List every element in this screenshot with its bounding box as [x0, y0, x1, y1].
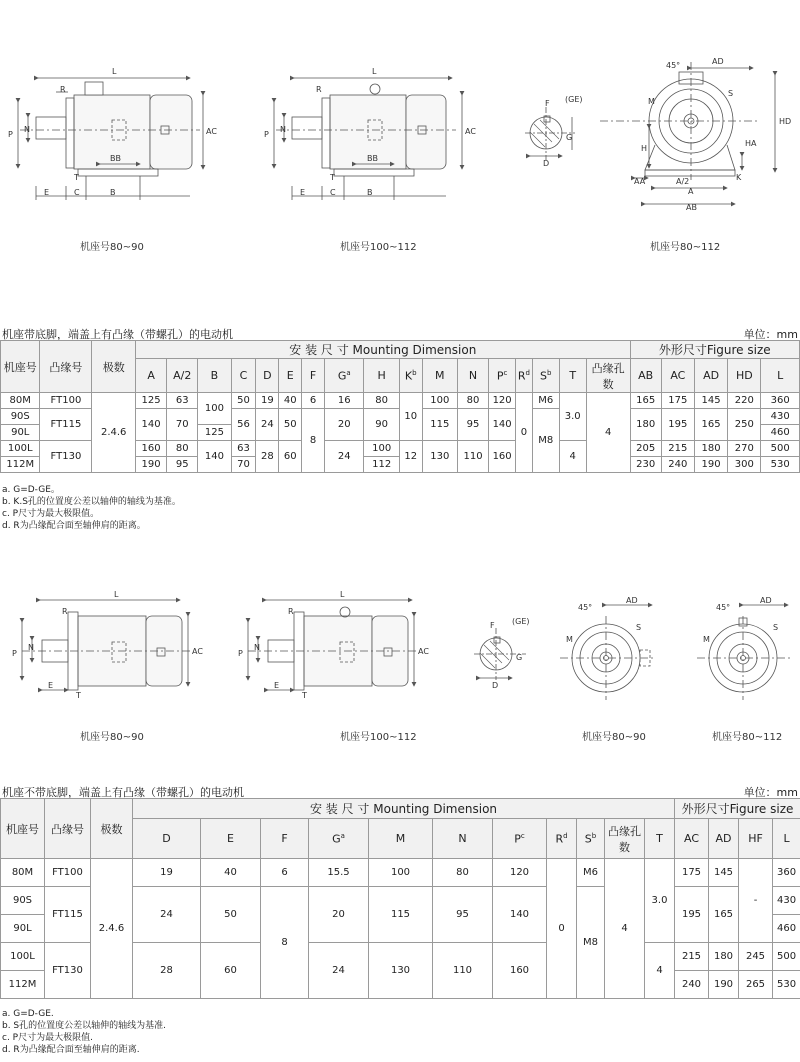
- table-cell: 165: [709, 887, 739, 943]
- table-cell: 360: [761, 393, 800, 409]
- svg-text:P: P: [238, 649, 243, 658]
- table-cell: $K^b$: [399, 359, 422, 393]
- table-cell: 190: [709, 971, 739, 999]
- table-cell: 90S: [1, 409, 40, 425]
- section2-title: 机座不带底脚，端盖上有凸缘（带螺孔）的电动机: [2, 786, 244, 799]
- table-cell: 80M: [1, 393, 40, 409]
- table-cell: 125: [198, 425, 231, 441]
- table-cell: 100L: [1, 441, 40, 457]
- table-cell: 180: [630, 409, 661, 441]
- table-cell: 130: [369, 943, 433, 999]
- svg-text:AC: AC: [192, 647, 203, 656]
- table-cell: 24: [133, 887, 201, 943]
- table-cell: 140: [198, 441, 231, 473]
- table-cell: 100: [422, 393, 457, 409]
- svg-text:P: P: [12, 649, 17, 658]
- table-cell: 270: [728, 441, 761, 457]
- table-cell: 40: [201, 859, 261, 887]
- h-poles: 极数: [92, 341, 136, 393]
- table-cell: 90S: [1, 887, 45, 915]
- table-row: [1, 859, 800, 887]
- table-cell: M6: [532, 393, 559, 409]
- table-cell: M8: [577, 887, 605, 999]
- table-cell: 300: [728, 457, 761, 473]
- table-cell: 20: [325, 409, 364, 441]
- table-cell: 极数: [91, 799, 133, 859]
- table-cell: 360: [773, 859, 800, 887]
- table-cell: 112M: [1, 457, 40, 473]
- table-cell: 240: [675, 971, 709, 999]
- table-cell: F: [302, 359, 325, 393]
- svg-text:T: T: [302, 691, 307, 700]
- table-cell: M: [422, 359, 457, 393]
- svg-text:N: N: [280, 125, 286, 134]
- svg-text:S: S: [636, 623, 642, 632]
- svg-text:机座号80~90: 机座号80~90: [80, 732, 144, 743]
- table-cell: 凸缘孔数: [586, 359, 630, 393]
- table-cell: FT130: [40, 441, 92, 473]
- table-cell: 4: [559, 441, 586, 473]
- table-cell: 70: [231, 457, 256, 473]
- table-cell: N: [457, 359, 488, 393]
- group-mount: 安 装 尺 寸 Mounting Dimension: [136, 341, 631, 359]
- svg-text:N: N: [24, 125, 30, 134]
- table-cell: L: [773, 819, 800, 859]
- svg-text:45°: 45°: [666, 61, 681, 70]
- table-cell: FT100: [40, 393, 92, 409]
- table-cell: 220: [728, 393, 761, 409]
- section1-title: 机座带底脚，端盖上有凸缘（带螺孔）的电动机: [2, 328, 233, 341]
- table-cell: FT100: [45, 859, 91, 887]
- table-cell: 125: [136, 393, 167, 409]
- group-figure: 外形尺寸Figure size: [630, 341, 799, 359]
- svg-text:R: R: [316, 85, 322, 94]
- svg-text:E: E: [48, 681, 54, 690]
- svg-text:(GE): (GE): [565, 95, 583, 104]
- table-cell: 165: [694, 409, 727, 441]
- svg-text:机座号80~90: 机座号80~90: [582, 732, 646, 743]
- table-cell: 凸缘号: [45, 799, 91, 859]
- table-cell: 24: [309, 943, 369, 999]
- svg-text:G: G: [566, 133, 573, 142]
- table-cell: 430: [773, 887, 800, 915]
- section2-notes: a. G=D-GE. b. S孔的位置度公差以轴伸的轴线为基准. c. P尺寸为最大极限值. d. R为凸缘配合面至轴伸肩的距离.: [2, 1009, 167, 1055]
- table-cell: 90: [364, 409, 399, 441]
- table-cell: 80M: [1, 859, 45, 887]
- svg-text:AA: AA: [634, 177, 646, 186]
- table-cell: 19: [133, 859, 201, 887]
- table-cell: 19: [256, 393, 279, 409]
- table-cell: 195: [675, 887, 709, 943]
- table-cell: 530: [773, 971, 800, 999]
- section2-table: [0, 798, 800, 999]
- svg-text:45°: 45°: [578, 603, 593, 612]
- table-cell: 4: [645, 943, 675, 999]
- table-cell: A: [136, 359, 167, 393]
- table-cell: 215: [661, 441, 694, 457]
- caption-top-3: 机座号80~112: [650, 242, 721, 253]
- table-cell: D: [256, 359, 279, 393]
- table-cell: AC: [675, 819, 709, 859]
- svg-text:R: R: [288, 607, 294, 616]
- svg-text:AC: AC: [206, 127, 217, 136]
- table-cell: E: [279, 359, 302, 393]
- caption-top-2: 机座号100~112: [340, 242, 417, 253]
- table-cell: 530: [761, 457, 800, 473]
- table-cell: $G^a$: [309, 819, 369, 859]
- svg-text:P: P: [264, 130, 269, 139]
- table-cell: 20: [309, 887, 369, 943]
- table-cell: 112: [364, 457, 399, 473]
- svg-text:R: R: [62, 607, 68, 616]
- table-cell: 110: [433, 943, 493, 999]
- h-frame: 机座号: [1, 341, 40, 393]
- table-cell: 24: [256, 409, 279, 441]
- section2-unit: 单位：mm: [743, 786, 798, 799]
- table-cell: 90L: [1, 915, 45, 943]
- svg-text:F: F: [490, 621, 495, 630]
- table-cell: $R^d$: [516, 359, 533, 393]
- table-cell: 56: [231, 409, 256, 441]
- svg-text:BB: BB: [110, 154, 121, 163]
- svg-text:HD: HD: [779, 117, 792, 126]
- svg-text:D: D: [492, 681, 499, 690]
- table-cell: FT130: [45, 943, 91, 999]
- table-cell: 95: [457, 409, 488, 441]
- svg-text:T: T: [76, 691, 81, 700]
- svg-text:E: E: [300, 188, 306, 197]
- table-cell: 80: [457, 393, 488, 409]
- table-cell: F: [261, 819, 309, 859]
- table-cell: 460: [761, 425, 800, 441]
- svg-text:S: S: [728, 89, 734, 98]
- table-cell: 112M: [1, 971, 45, 999]
- table-cell: 245: [739, 943, 773, 971]
- table-cell: 120: [489, 393, 516, 409]
- table-cell: 凸缘孔数: [605, 819, 645, 859]
- table-cell: 2.4.6: [92, 393, 136, 473]
- table-cell: T: [645, 819, 675, 859]
- table-cell: D: [133, 819, 201, 859]
- table-cell: 机座号: [1, 799, 45, 859]
- table-row: [1, 393, 800, 409]
- svg-text:D: D: [543, 159, 550, 168]
- svg-text:AD: AD: [712, 57, 724, 66]
- table-cell: 3.0: [645, 859, 675, 943]
- svg-text:M: M: [566, 635, 573, 644]
- table-cell: E: [201, 819, 261, 859]
- table-cell: 8: [261, 887, 309, 999]
- dim-L: L: [112, 67, 117, 76]
- table-cell: B: [198, 359, 231, 393]
- table-cell: AD: [694, 359, 727, 393]
- table-cell: AC: [661, 359, 694, 393]
- table-cell: FT115: [45, 887, 91, 943]
- table-cell: 95: [433, 887, 493, 943]
- table-cell: N: [433, 819, 493, 859]
- svg-text:L: L: [114, 590, 119, 599]
- svg-text:机座号100~112: 机座号100~112: [340, 732, 417, 743]
- table-cell: 100L: [1, 943, 45, 971]
- table-cell: 215: [675, 943, 709, 971]
- svg-text:AD: AD: [626, 596, 638, 605]
- table-cell: 100: [369, 859, 433, 887]
- svg-text:机座号80~112: 机座号80~112: [712, 732, 783, 743]
- table-cell: $G^a$: [325, 359, 364, 393]
- table-cell: 115: [369, 887, 433, 943]
- svg-text:L: L: [340, 590, 345, 599]
- table-cell: 190: [694, 457, 727, 473]
- svg-text:N: N: [28, 643, 34, 652]
- table-cell: 230: [630, 457, 661, 473]
- table-cell: 430: [761, 409, 800, 425]
- table-cell: 0: [516, 393, 533, 473]
- table-cell: 95: [167, 457, 198, 473]
- table-cell: C: [231, 359, 256, 393]
- table-cell: 100: [364, 441, 399, 457]
- svg-text:K: K: [736, 173, 742, 182]
- table-cell: 145: [709, 859, 739, 887]
- svg-text:C: C: [330, 188, 336, 197]
- table-cell: AD: [709, 819, 739, 859]
- top-drawings: [0, 0, 800, 300]
- svg-text:AB: AB: [686, 203, 697, 212]
- table-cell: 50: [231, 393, 256, 409]
- table-cell: 140: [489, 409, 516, 441]
- svg-text:S: S: [773, 623, 779, 632]
- table-cell: AB: [630, 359, 661, 393]
- table-cell: 8: [302, 409, 325, 473]
- svg-text:T: T: [74, 173, 79, 182]
- table-cell: $P^c$: [493, 819, 547, 859]
- table-cell: 140: [136, 409, 167, 441]
- side-view-feet-80-90: [18, 78, 203, 200]
- svg-text:R: R: [60, 85, 66, 94]
- table-cell: 6: [261, 859, 309, 887]
- section1-notes: a. G=D-GE。 b. K.S孔的位置度公差以轴伸的轴线为基准。 c. P尺寸为最大极限值。 d. R为凸缘配合面至轴伸肩的距离。: [2, 485, 181, 531]
- table-cell: 180: [709, 943, 739, 971]
- svg-text:T: T: [330, 173, 335, 182]
- svg-text:(GE): (GE): [512, 617, 530, 626]
- table-cell: 110: [457, 441, 488, 473]
- table-cell: 160: [489, 441, 516, 473]
- table-cell: H: [364, 359, 399, 393]
- table-cell: 40: [279, 393, 302, 409]
- table-cell: 60: [201, 943, 261, 999]
- table-cell: 250: [728, 409, 761, 441]
- table-cell: 160: [136, 441, 167, 457]
- table-cell: 50: [201, 887, 261, 943]
- table-cell: $S^b$: [577, 819, 605, 859]
- table-cell: 205: [630, 441, 661, 457]
- table-cell: 500: [761, 441, 800, 457]
- svg-text:A: A: [688, 187, 694, 196]
- table-cell: 80: [433, 859, 493, 887]
- table-cell: 28: [256, 441, 279, 473]
- svg-text:C: C: [74, 188, 80, 197]
- svg-text:AC: AC: [418, 647, 429, 656]
- table-cell: 140: [493, 887, 547, 943]
- table-cell: 外形尺寸Figure size: [675, 799, 800, 819]
- table-cell: FT115: [40, 409, 92, 441]
- section1-table: [0, 340, 800, 473]
- table-cell: 10: [399, 393, 422, 441]
- table-cell: 15.5: [309, 859, 369, 887]
- table-cell: 145: [694, 393, 727, 409]
- table-cell: 175: [661, 393, 694, 409]
- table-cell: 460: [773, 915, 800, 943]
- caption-top-1: 机座号80~90: [80, 242, 144, 253]
- table-cell: HF: [739, 819, 773, 859]
- table-cell: M6: [577, 859, 605, 887]
- section1-unit: 单位：mm: [743, 328, 798, 341]
- svg-text:AC: AC: [465, 127, 476, 136]
- table-cell: 120: [493, 859, 547, 887]
- side-view-feet-100-112: [274, 78, 462, 200]
- svg-text:45°: 45°: [716, 603, 731, 612]
- table-cell: 175: [675, 859, 709, 887]
- table-cell: 16: [325, 393, 364, 409]
- table-cell: 3.0: [559, 393, 586, 441]
- table-cell: 160: [493, 943, 547, 999]
- svg-text:A/2: A/2: [676, 177, 690, 186]
- table-cell: 180: [694, 441, 727, 457]
- table-cell: 80: [364, 393, 399, 409]
- table-cell: 265: [739, 971, 773, 999]
- table-cell: 4: [586, 393, 630, 473]
- svg-text:B: B: [110, 188, 116, 197]
- table-cell: 50: [279, 409, 302, 441]
- table-cell: 90L: [1, 425, 40, 441]
- h-flange: 凸缘号: [40, 341, 92, 393]
- table-cell: 2.4.6: [91, 859, 133, 999]
- table-cell: M: [369, 819, 433, 859]
- table-cell: M8: [532, 409, 559, 473]
- table-cell: 63: [167, 393, 198, 409]
- table-cell: 24: [325, 441, 364, 473]
- svg-text:M: M: [703, 635, 710, 644]
- table-cell: 6: [302, 393, 325, 409]
- svg-text:AD: AD: [760, 596, 772, 605]
- svg-text:HA: HA: [745, 139, 757, 148]
- table-cell: L: [761, 359, 800, 393]
- svg-text:P: P: [8, 130, 13, 139]
- table-cell: 12: [399, 441, 422, 473]
- svg-text:B: B: [367, 188, 373, 197]
- table-cell: $S^b$: [532, 359, 559, 393]
- svg-text:H: H: [641, 144, 648, 153]
- table-cell: $R^d$: [547, 819, 577, 859]
- table-cell: 130: [422, 441, 457, 473]
- svg-text:E: E: [274, 681, 280, 690]
- table-cell: 165: [630, 393, 661, 409]
- table-cell: 安 装 尺 寸 Mounting Dimension: [133, 799, 675, 819]
- table-cell: 240: [661, 457, 694, 473]
- table-cell: 0: [547, 859, 577, 999]
- svg-text:L: L: [372, 67, 377, 76]
- table-cell: 80: [167, 441, 198, 457]
- svg-text:BB: BB: [367, 154, 378, 163]
- table-cell: 28: [133, 943, 201, 999]
- table-cell: 190: [136, 457, 167, 473]
- svg-text:G: G: [516, 653, 523, 662]
- mid-drawings: [0, 580, 800, 760]
- table-cell: T: [559, 359, 586, 393]
- svg-text:N: N: [254, 643, 260, 652]
- table-cell: 63: [231, 441, 256, 457]
- table-cell: 195: [661, 409, 694, 441]
- table-cell: 115: [422, 409, 457, 441]
- svg-text:M: M: [648, 97, 655, 106]
- svg-text:F: F: [545, 99, 550, 108]
- svg-text:E: E: [44, 188, 50, 197]
- table-cell: 60: [279, 441, 302, 473]
- table-cell: A/2: [167, 359, 198, 393]
- table-cell: 4: [605, 859, 645, 999]
- table-cell: 500: [773, 943, 800, 971]
- table-cell: HD: [728, 359, 761, 393]
- table-cell: -: [739, 859, 773, 943]
- table-cell: 70: [167, 409, 198, 441]
- table-cell: $P^c$: [489, 359, 516, 393]
- table-cell: 100: [198, 393, 231, 425]
